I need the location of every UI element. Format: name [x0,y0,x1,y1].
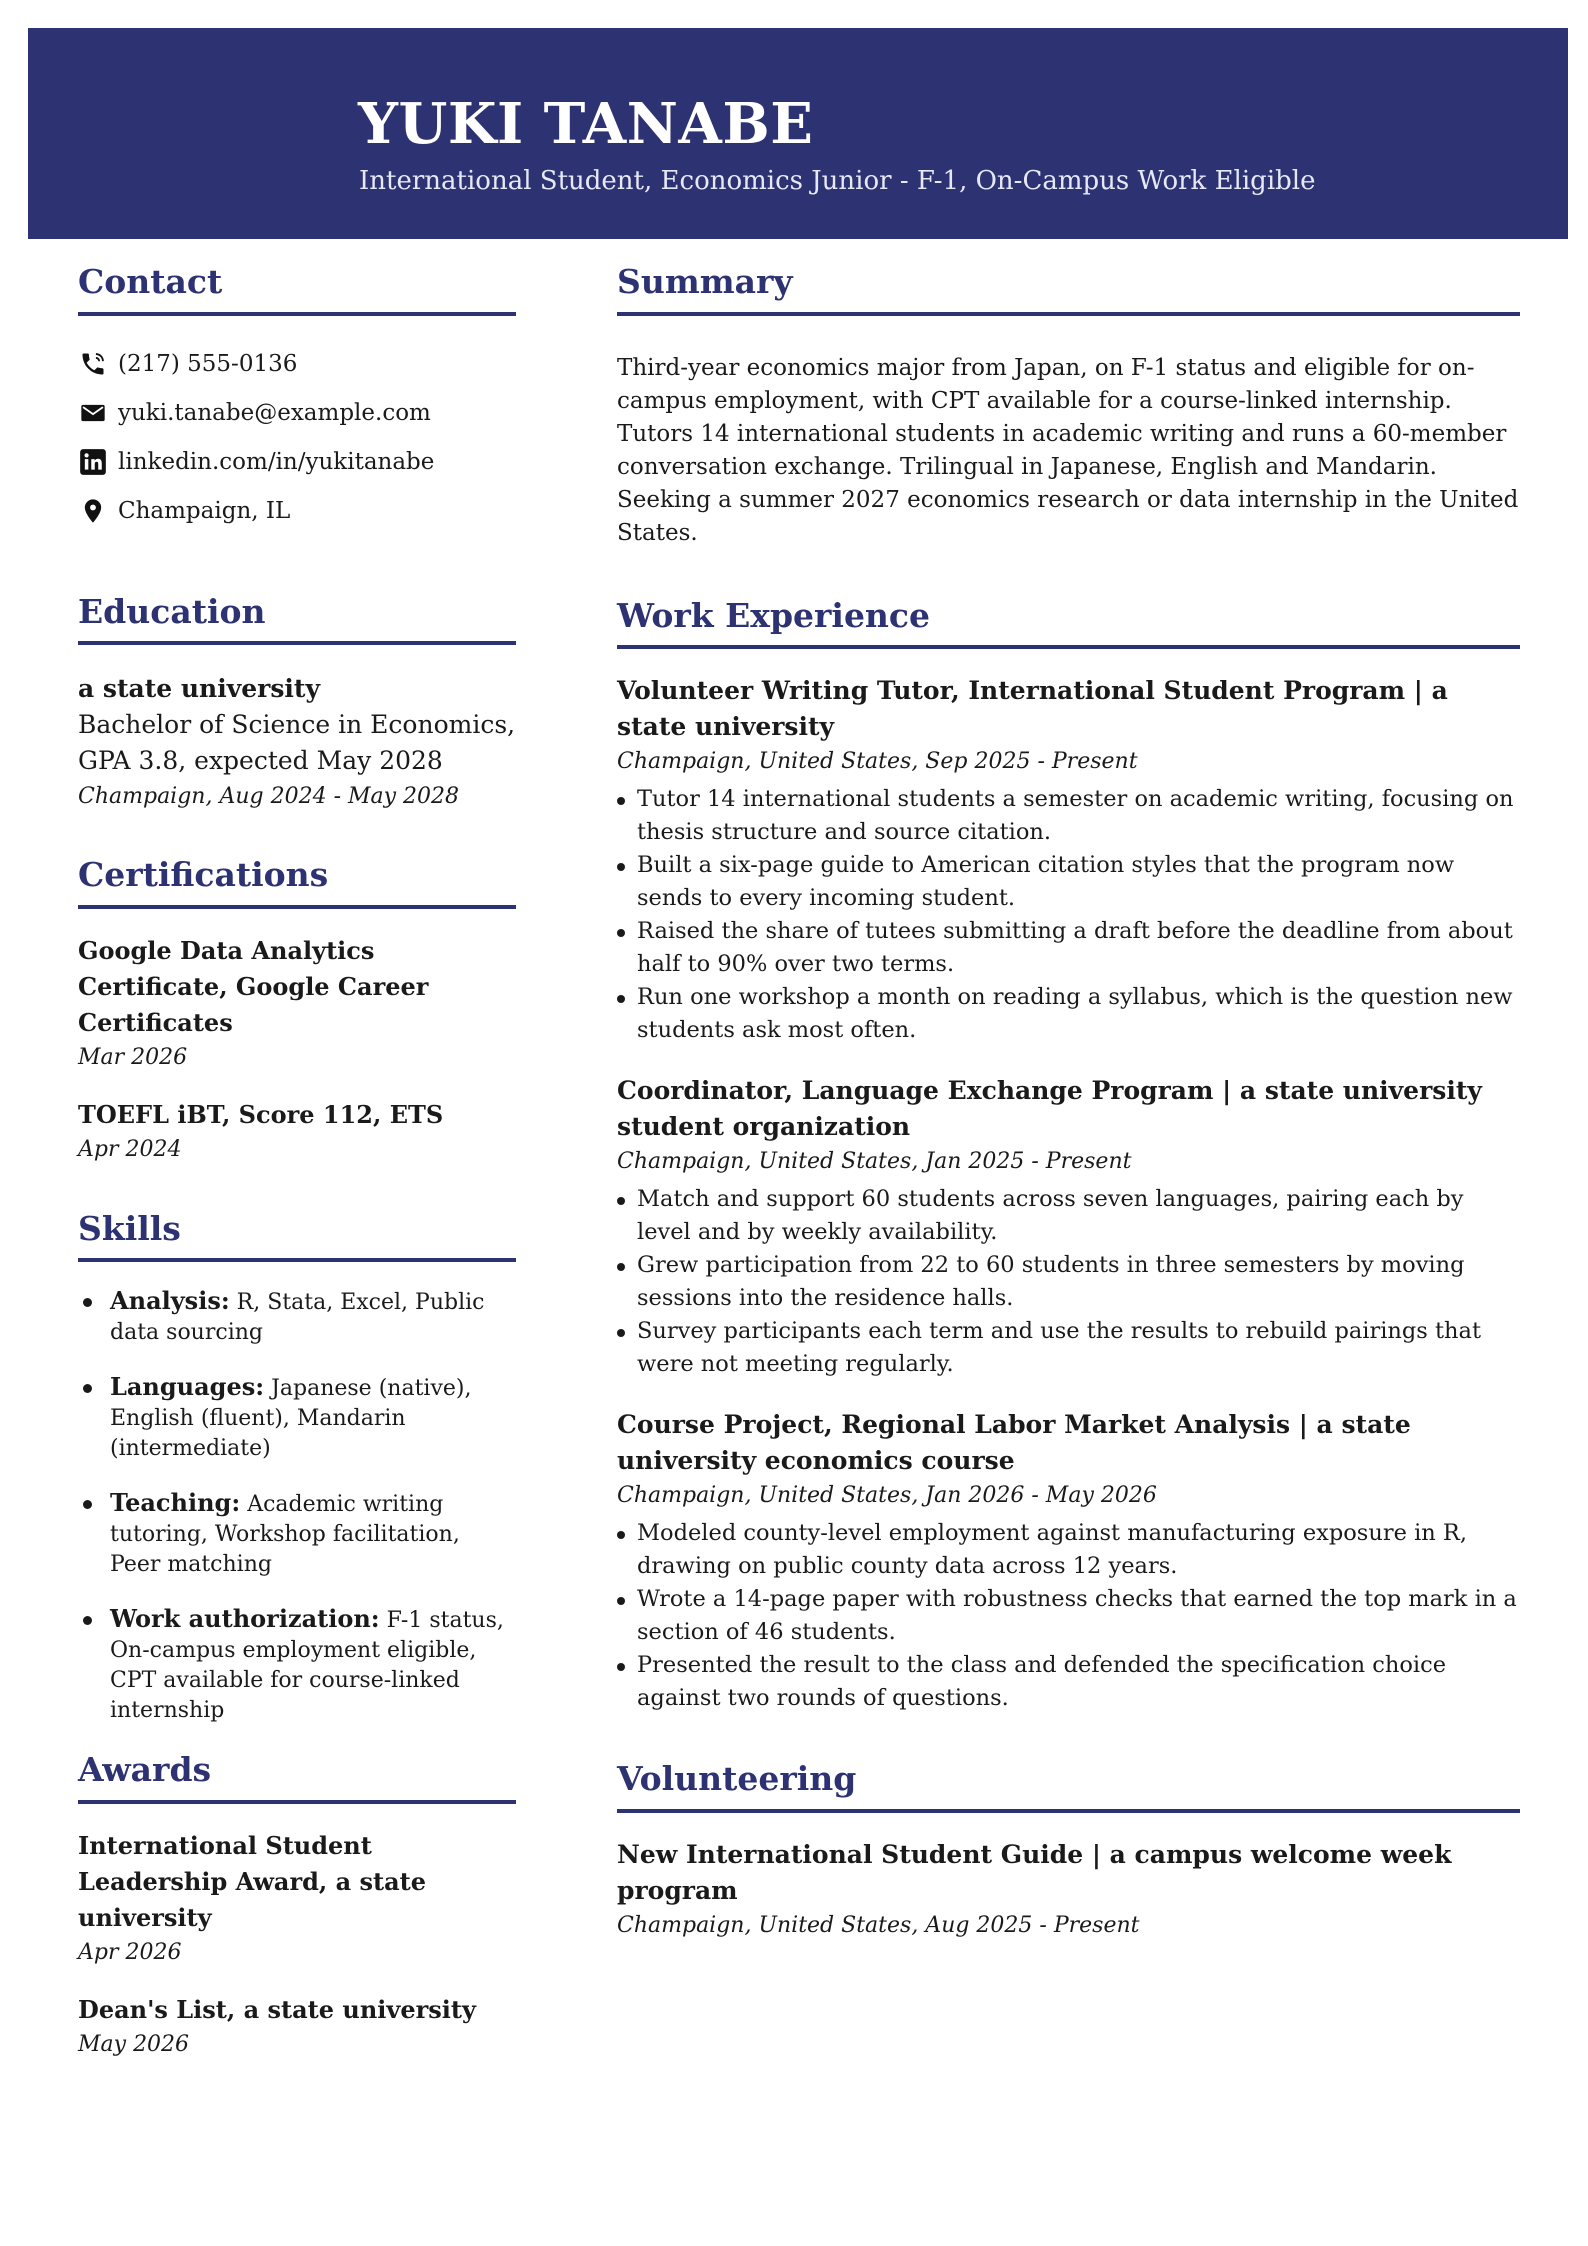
summary-text: Third-year economics major from Japan, on F-1 status and eligible for on-campus employment, with CPT available for a course-linked internship. Tutors 14 international students in academic writing and runs a 60-member conversation exchange. Trilingual in Japanese, English and Mandarin. Seeking a summer 2027 economics research or data internship in the United States. [617,354,1519,546]
job-bullet: Match and support 60 students across seven languages, pairing each by level and by weekly availability. [617,1183,1520,1249]
job-bullet: Tutor 14 international students a semester on academic writing, focusing on thesis structure and source citation. [617,783,1520,849]
resume-header [28,28,1568,239]
volunteering-entry [617,1837,1520,1943]
location-pin-icon [78,496,108,526]
skill-key: Analysis: [110,1286,230,1316]
section-title-contact: Contact [78,262,516,316]
section-title-work-experience: Work Experience [617,596,1520,650]
award-name: International Student Leadership Award, a state university [78,1830,427,1932]
section-title-summary: Summary [617,262,1520,316]
job-meta: Champaign, United States, Sep 2025 - Present [617,749,1138,775]
work-experience-section [617,596,1520,1716]
skill-value: Academic writing tutoring, Workshop facilitation, Peer matching [110,1492,460,1578]
education-section [78,592,516,816]
education-degree: Bachelor of Science in Economics, GPA 3.8, expected May 2028 [78,710,516,776]
certifications-section [78,855,516,1167]
email-icon [78,398,108,428]
education-dates: Champaign, Aug 2024 - May 2028 [78,784,460,810]
volunteering-meta: Champaign, United States, Aug 2025 - Present [617,1912,1140,1938]
job-bullet: Survey participants each term and use the results to rebuild pairings that were not meeting regularly. [617,1315,1520,1381]
award-item [78,1828,516,1970]
awards-section [78,1750,516,2062]
volunteering-section [617,1759,1520,1943]
contact-linkedin-text: linkedin.com/in/yukitanabe [118,449,435,476]
job-bullet: Presented the result to the class and defended the specification choice against two rounds of questions. [617,1649,1520,1715]
contact-location-text: Champaign, IL [118,498,291,525]
job-entry [617,1073,1520,1381]
job-meta: Champaign, United States, Jan 2026 - May 2026 [617,1483,1157,1509]
section-title-skills: Skills [78,1209,516,1263]
skill-value: R, Stata, Excel, Public data sourcing [110,1290,485,1346]
volunteering-title: New International Student Guide | a campus welcome week program [617,1839,1452,1905]
job-bullet: Built a six-page guide to American citation styles that the program now sends to every incoming student. [617,849,1520,915]
candidate-name: YUKI TANABE [358,91,814,157]
certification-name: Google Data Analytics Certificate, Google Career Certificates [78,935,429,1037]
education-school: a state university [78,674,320,704]
section-title-certifications: Certifications [78,855,516,909]
certification-date: Mar 2026 [78,1044,188,1070]
skill-value: F-1 status, On-campus employment eligible, CPT available for course-linked internship [110,1608,504,1724]
job-bullet: Grew participation from 22 to 60 students in three semesters by moving sessions into the residence halls. [617,1249,1520,1315]
skill-key: Languages: [110,1372,265,1402]
candidate-subtitle: International Student, Economics Junior - F-1, On-Campus Work Eligible [359,166,1316,196]
skill-item [78,1372,516,1464]
certification-item [78,1097,516,1167]
section-title-volunteering: Volunteering [617,1759,1520,1813]
phone-icon [78,349,108,379]
skill-item [78,1286,516,1348]
contact-phone[interactable] [78,340,516,389]
contact-email[interactable] [78,389,516,438]
contact-section [78,262,516,536]
right-column [617,262,1520,1943]
section-title-education: Education [78,592,516,646]
award-name: Dean's List, a state university [78,1994,476,2024]
job-bullet: Run one workshop a month on reading a syllabus, which is the question new students ask most often. [617,981,1520,1047]
job-bullet: Modeled county-level employment against manufacturing exposure in R, drawing on public county data across 12 years. [617,1517,1520,1583]
skill-key: Teaching: [110,1488,241,1518]
skill-item [78,1488,516,1580]
job-bullet: Raised the share of tutees submitting a draft before the deadline from about half to 90% over two terms. [617,915,1520,981]
award-date: Apr 2026 [78,1939,182,1965]
skill-key: Work authorization: [110,1604,380,1634]
certification-name: TOEFL iBT, Score 112, ETS [78,1099,444,1129]
job-entry [617,1407,1520,1715]
certification-date: Apr 2024 [78,1136,182,1162]
award-date: May 2026 [78,2031,190,2057]
linkedin-icon [78,447,108,477]
job-bullet: Wrote a 14-page paper with robustness checks that earned the top mark in a section of 46 students. [617,1583,1520,1649]
skills-section [78,1209,516,1727]
job-entry [617,673,1520,1047]
section-title-awards: Awards [78,1750,516,1804]
certification-item [78,933,516,1075]
award-item [78,1992,516,2062]
job-meta: Champaign, United States, Jan 2025 - Present [617,1149,1132,1175]
job-title: Course Project, Regional Labor Market Analysis | a state university economics course [617,1410,1411,1476]
contact-location [78,487,516,536]
summary-section [617,262,1520,550]
left-column [78,262,516,2062]
skill-item [78,1604,516,1726]
contact-phone-text: (217) 555-0136 [118,351,298,378]
job-title: Volunteer Writing Tutor, International Student Program | a state university [617,676,1448,742]
contact-linkedin[interactable] [78,438,516,487]
contact-email-text: yuki.tanabe@example.com [118,400,431,427]
skill-value: Japanese (native), English (fluent), Mandarin (intermediate) [110,1376,472,1462]
job-title: Coordinator, Language Exchange Program | a state university student organization [617,1076,1482,1142]
